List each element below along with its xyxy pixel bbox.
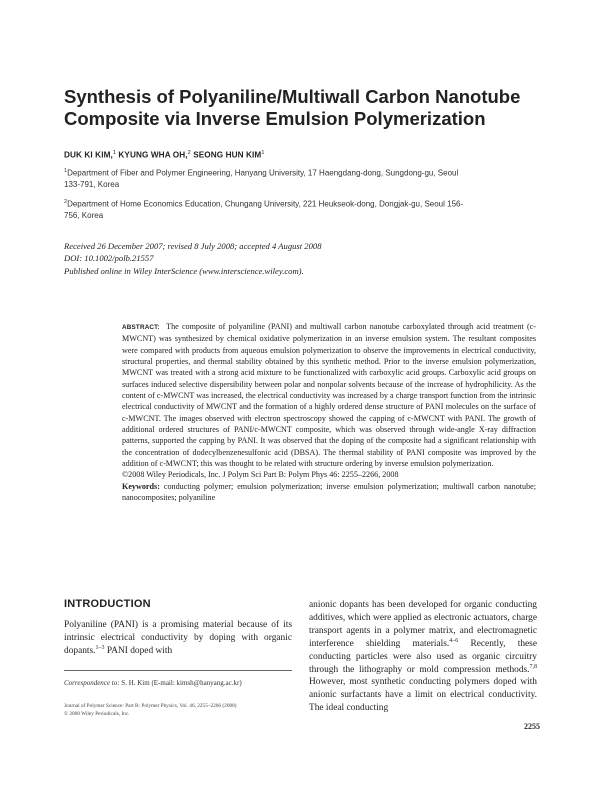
- author-affil-marker: 1: [112, 150, 117, 156]
- received-dates: Received 26 December 2007; revised 8 July 2008; accepted 4 August 2008: [64, 241, 322, 251]
- keywords-label: Keywords:: [122, 481, 160, 491]
- footnote-text: S. H. Kim (E-mail: kimsh@hanyang.ac.kr): [119, 679, 242, 687]
- body-column-left: [64, 619, 292, 658]
- published-online: Published online in Wiley InterScience (www.interscience.wiley.com).: [64, 265, 304, 276]
- abstract-text: The composite of polyaniline (PANI) and multiwall carbon nanotube carboxylated through acid treatment (c-MWCNT) was synthesized by chemical oxidative polymerization in an inverse emulsion system. The resultant composites were compared with products from aqueous emulsion polymerization to observe the improvements in electrical conductivity, structural properties, and thermal stability obtained by this synthetic method. Prior to the inverse emulsion polymerization, MWCNT was treated with a strong acid mixture to be functionalized with carboxylic acid groups. Carboxylic acid groups on surfaces induced selective dispersibility between polar and nonpolar solvents because of the increase of hydrophilicity. As the content of c-MWCNT was increased, the electrical conductivity was increased by a charge transport function from the intrinsic electrical conductivity of MWCNT and the formation of a highly ordered dense structure of PANI molecules on the surface of c-MWCNT. The images observed with electron spectroscopy showed the capping of c-MWCNT with PANI. The growth of additional ordered structures of PANI/c-MWCNT composite, which was observed through wide-angle X-ray diffraction patterns, supported the capping by PANI. It was observed that the doping of the composite had a significant relationship with the concentration of dodecylbenzenesulfonic acid (DBSA). The thermal stability of PANI composite was improved by the addition of c-MWCNT; this was thought to be related with structure ordering by inverse emulsion polymerization.: [122, 322, 536, 469]
- section-heading: INTRODUCTION: [64, 598, 151, 610]
- author-list: [64, 150, 544, 160]
- body-text: anionic dopants has been developed for organic conducting additives, which were applied as electronic actuators, charge transport agents in a polymer matrix, and electromagnetic interference shielding materials.: [309, 600, 537, 649]
- copyright-line: ©2008 Wiley Periodicals, Inc. J Polym Sci Part B: Polym Phys 46: 2255–2266, 2008: [122, 470, 399, 480]
- body-text: Polyaniline (PANI) is a promising material because of its intrinsic electrical conductivity by doping with organic dopants.: [64, 620, 292, 656]
- footnote-label: Correspondence to:: [64, 679, 120, 687]
- footnote-divider: [64, 670, 292, 671]
- affiliation: [64, 197, 474, 222]
- abstract-label: ABSTRACT:: [122, 324, 160, 331]
- affiliation-text: Department of Home Economics Education, Chungang University, 221 Heukseok-dong, Dongjak-gu, Seoul 156-756, Korea: [64, 199, 464, 221]
- affiliation: [64, 166, 474, 191]
- page-number: 2255: [524, 722, 540, 731]
- affiliation-text: Department of Fiber and Polymer Engineering, Hanyang University, 17 Haengdang-dong, Sungdong-gu, Seoul 133-791, Korea: [64, 168, 459, 190]
- body-text: PANI doped with: [104, 645, 173, 656]
- author-name: SEONG HUN KIM: [193, 150, 262, 160]
- author-name: DUK KI KIM,: [64, 150, 113, 160]
- publication-dates: [64, 240, 484, 277]
- affiliation-marker: 1: [64, 168, 68, 174]
- journal-citation: Journal of Polymer Science: Part B: Polymer Physics, Vol. 46, 2255–2266 (2008): [64, 703, 237, 709]
- affiliation-marker: 2: [64, 199, 68, 205]
- citation: 4–6: [449, 637, 459, 644]
- abstract: [122, 321, 536, 504]
- citation: 7,8: [529, 663, 537, 670]
- author-affil-marker: 1: [261, 150, 265, 156]
- doi: DOI: 10.1002/polb.21557: [64, 253, 154, 264]
- citation: 1–3: [95, 644, 105, 651]
- body-text: However, most synthetic conducting polymers doped with anionic surfactants have a limit on electrical conductivity. The ideal conducting: [309, 677, 537, 714]
- correspondence-footnote: [64, 678, 292, 688]
- author-affil-marker: 2: [187, 150, 191, 156]
- author-name: KYUNG WHA OH,: [118, 150, 188, 160]
- body-text: Recently, these conducting particles were also used as organic circuitry through the lithography or mold compression methods.: [309, 638, 537, 675]
- journal-info: [64, 702, 304, 718]
- body-column-right: [309, 599, 537, 715]
- keywords-text: conducting polymer; emulsion polymerization; inverse emulsion polymerization; multiwall carbon nanotube; nanocomposites; polyaniline: [122, 481, 537, 503]
- journal-copyright: © 2008 Wiley Periodicals, Inc.: [64, 711, 130, 717]
- paper-title: Synthesis of Polyaniline/Multiwall Carbon Nanotube Composite via Inverse Emulsion Polymerization: [64, 86, 521, 129]
